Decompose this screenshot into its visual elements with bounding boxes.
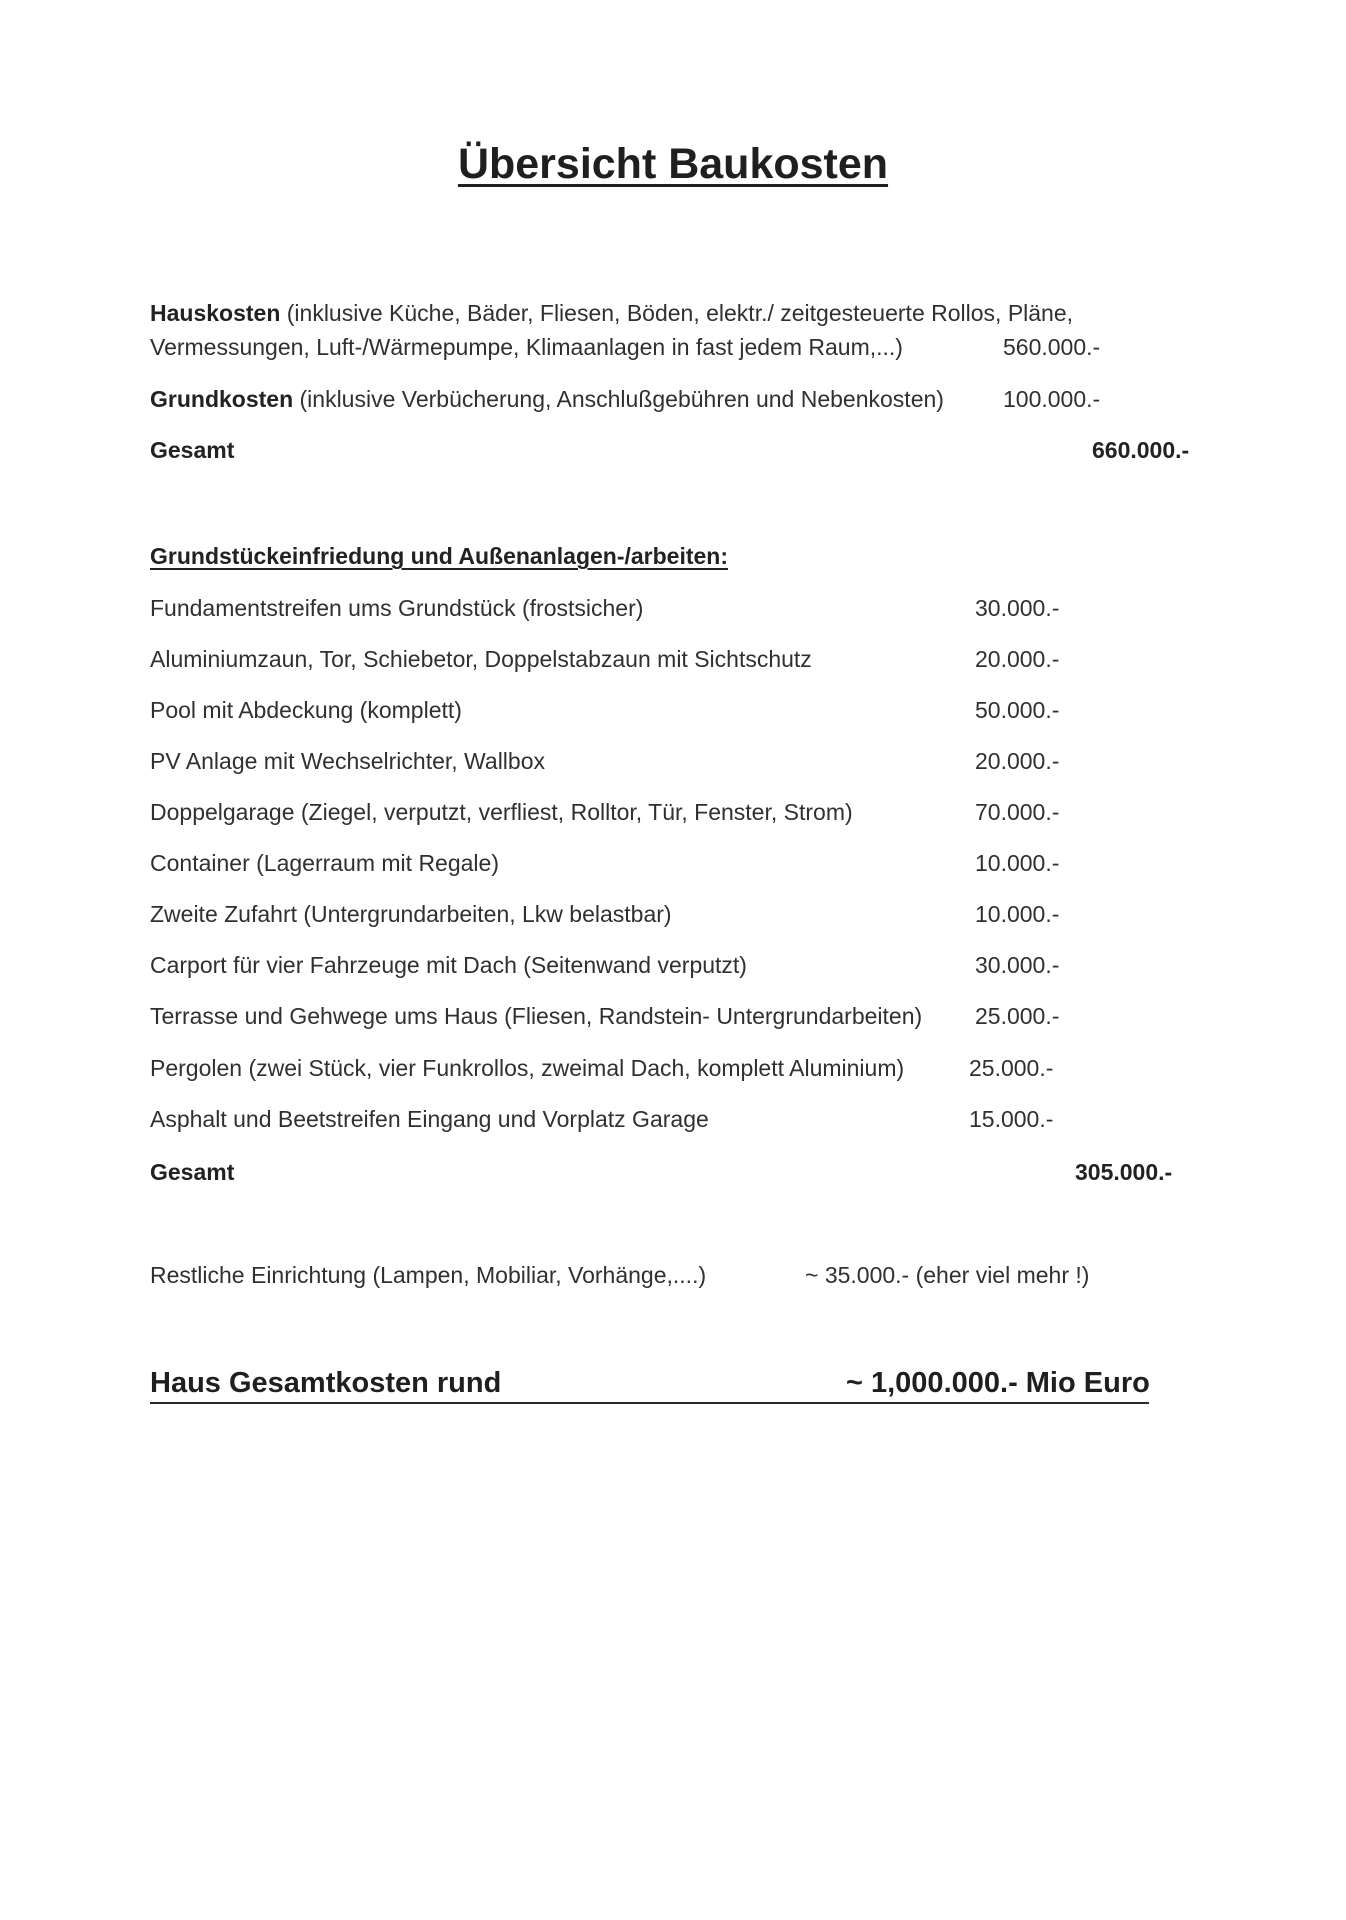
hauskosten-desc-1: (inklusive Küche, Bäder, Fliesen, Böden, elektr./ zeitgesteuerte Rollos, Pläne, [280, 300, 1074, 326]
hauskosten-amount: 560.000.- [1003, 334, 1101, 360]
restliche-einrichtung-amount: ~ 35.000.- (eher viel mehr !) [805, 1262, 1090, 1288]
list-item-amount: 30.000.- [975, 952, 1060, 978]
list-item-label: PV Anlage mit Wechselrichter, Wallbox [150, 748, 545, 774]
gesamtkosten-label: Haus Gesamtkosten rund [150, 1367, 502, 1399]
list-item-label: Doppelgarage (Ziegel, verputzt, verfliest, Rolltor, Tür, Fenster, Strom) [150, 799, 853, 825]
restliche-einrichtung-label: Restliche Einrichtung (Lampen, Mobiliar, Vorhänge,....) [150, 1262, 707, 1288]
list-item-amount: 15.000.- [969, 1106, 1054, 1132]
list-item-amount: 70.000.- [975, 799, 1060, 825]
list-item-label: Aluminiumzaun, Tor, Schiebetor, Doppelstabzaun mit Sichtschutz [150, 646, 812, 672]
hauskosten-desc-2: Vermessungen, Luft-/Wärmepumpe, Klimaanlagen in fast jedem Raum,...) [150, 334, 903, 360]
gesamt-amount-2: 305.000.- [1075, 1159, 1173, 1185]
grundkosten-line [150, 386, 944, 413]
grundkosten-label: Grundkosten [150, 386, 294, 412]
list-item-amount: 20.000.- [975, 748, 1060, 774]
list-item-label: Fundamentstreifen ums Grundstück (frostsicher) [150, 595, 644, 621]
gesamt-label-1: Gesamt [150, 437, 235, 463]
list-item-amount: 25.000.- [975, 1003, 1060, 1029]
grundkosten-amount: 100.000.- [1003, 386, 1101, 412]
gesamt-label-2: Gesamt [150, 1159, 235, 1185]
list-item-label: Container (Lagerraum mit Regale) [150, 850, 499, 876]
gesamtkosten-underline [150, 1402, 1149, 1404]
list-item-amount: 25.000.- [969, 1055, 1054, 1081]
list-item-label: Carport für vier Fahrzeuge mit Dach (Seitenwand verputzt) [150, 952, 747, 978]
list-item-label: Asphalt und Beetstreifen Eingang und Vorplatz Garage [150, 1106, 709, 1132]
list-item-amount: 50.000.- [975, 697, 1060, 723]
hauskosten-line1 [150, 300, 1073, 327]
list-item-amount: 10.000.- [975, 901, 1060, 927]
list-item-label: Terrasse und Gehwege ums Haus (Fliesen, Randstein- Untergrundarbeiten) [150, 1003, 923, 1029]
list-item-label: Pool mit Abdeckung (komplett) [150, 697, 462, 723]
grundkosten-desc: (inklusive Verbücherung, Anschlußgebühren und Nebenkosten) [293, 386, 944, 412]
section-heading-aussenanlagen: Grundstückeinfriedung und Außenanlagen-/arbeiten: [150, 543, 729, 569]
gesamt-amount-1: 660.000.- [1092, 437, 1190, 463]
list-item-amount: 20.000.- [975, 646, 1060, 672]
list-item-label: Pergolen (zwei Stück, vier Funkrollos, zweimal Dach, komplett Aluminium) [150, 1055, 905, 1081]
gesamtkosten-amount: ~ 1,000.000.- Mio Euro [846, 1367, 1150, 1399]
list-item-amount: 30.000.- [975, 595, 1060, 621]
page-title: Übersicht Baukosten [457, 140, 889, 188]
list-item-amount: 10.000.- [975, 850, 1060, 876]
hauskosten-label: Hauskosten [150, 300, 281, 326]
list-item-label: Zweite Zufahrt (Untergrundarbeiten, Lkw belastbar) [150, 901, 672, 927]
